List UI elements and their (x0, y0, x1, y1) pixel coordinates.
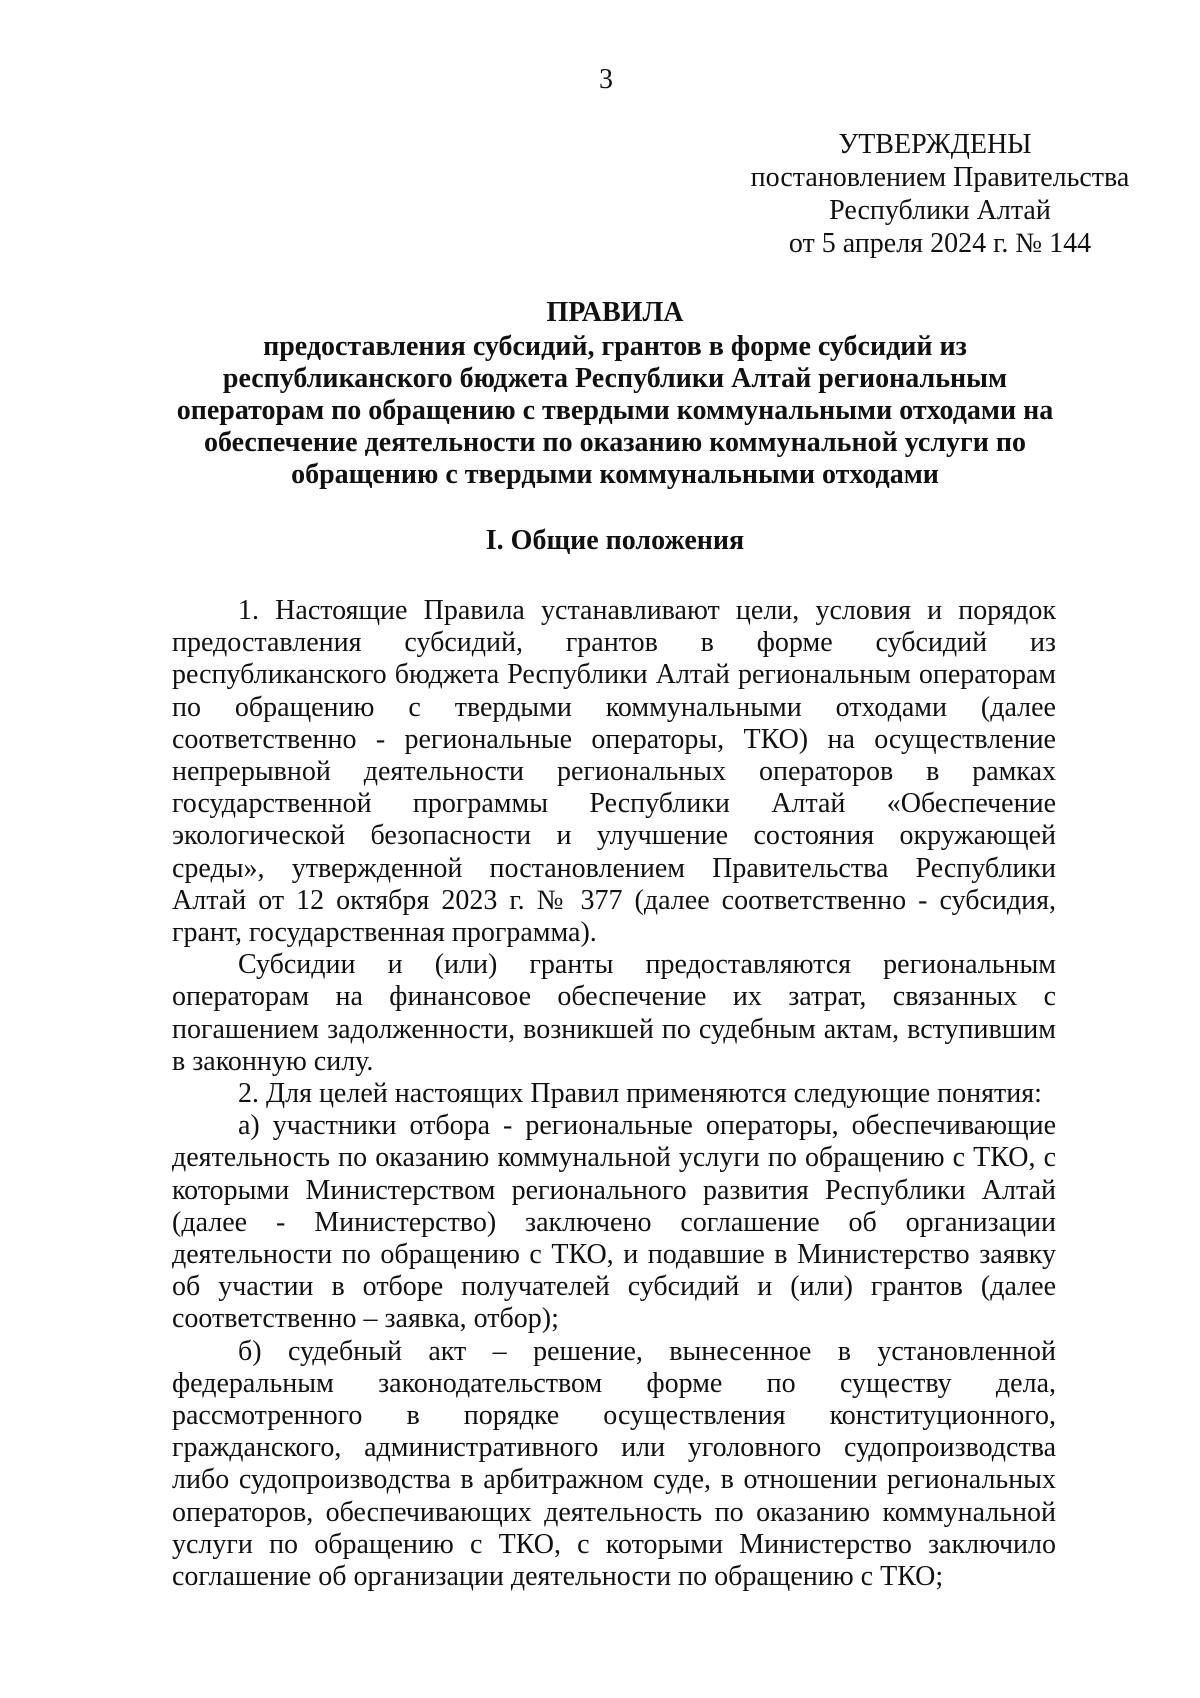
document-title: ПРАВИЛА (546, 297, 684, 328)
paragraph: Субсидии и (или) гранты предоставляются региональным операторам на финансовое обеспечение их затрат, связанных с погашением задолженности, возникшей по судебным актам, вступившим в законную силу. (172, 949, 1056, 1077)
approval-heading: УТВЕРЖДЕНЫ (838, 129, 1032, 160)
approval-stamp (700, 128, 1180, 260)
approval-line: постановлением Правительства (750, 162, 1130, 193)
section-heading: I. Общие положения (485, 525, 745, 556)
document-body (172, 595, 1056, 1593)
paragraph: 2. Для целей настоящих Правил применяются следующие понятия: (238, 1078, 1042, 1110)
page-number: 3 (599, 64, 613, 95)
approval-date-line: от 5 апреля 2024 г. № 144 (788, 228, 1092, 259)
document-title-block (160, 297, 1070, 491)
document-subtitle: предоставления субсидий, грантов в форме субсидий из республиканского бюджета Республики Алтай региональным операторам по обращению с твердыми коммунальными отходами на обеспечение деятельности по оказанию коммунальной услуги по обращению с твердыми коммунальными отходами (176, 331, 1054, 490)
paragraph: 1. Настоящие Правила устанавливают цели, условия и порядок предоставления субсидий, грантов в форме субсидий из республиканского бюджета Республики Алтай региональным операторам по обращению с твердыми коммунальными отходами (далее соответственно - региональные операторы, ТКО) на осуществление непрерывной деятельности региональных операторов в рамках государственной программы Республики Алтай «Обеспечение экологической безопасности и улучшение состояния окружающей среды», утвержденной постановлением Правительства Республики Алтай от 12 октября 2023 г. № 377 (далее соответственно - субсидия, грант, государственная программа). (172, 595, 1056, 949)
paragraph: б) судебный акт – решение, вынесенное в установленной федеральным законодательством форме по существу дела, рассмотренного в порядке осуществления конституционного, гражданского, административного или уголовного судопроизводства либо судопроизводства в арбитражном суде, в отношении региональных операторов, обеспечивающих деятельность по оказанию коммунальной услуги по обращению с ТКО, с которыми Министерство заключило соглашение об организации деятельности по обращению с ТКО; (172, 1335, 1056, 1593)
approval-line: Республики Алтай (829, 195, 1051, 226)
paragraph: а) участники отбора - региональные операторы, обеспечивающие деятельность по оказанию коммунальной услуги по обращению с ТКО, с которыми Министерством регионального развития Республики Алтай (далее - Министерство) заключено соглашение об организации деятельности по обращению с ТКО, и подавшие в Министерство заявку об участии в отборе получателей субсидий и (или) грантов (далее соответственно – заявка, отбор); (172, 1110, 1056, 1335)
